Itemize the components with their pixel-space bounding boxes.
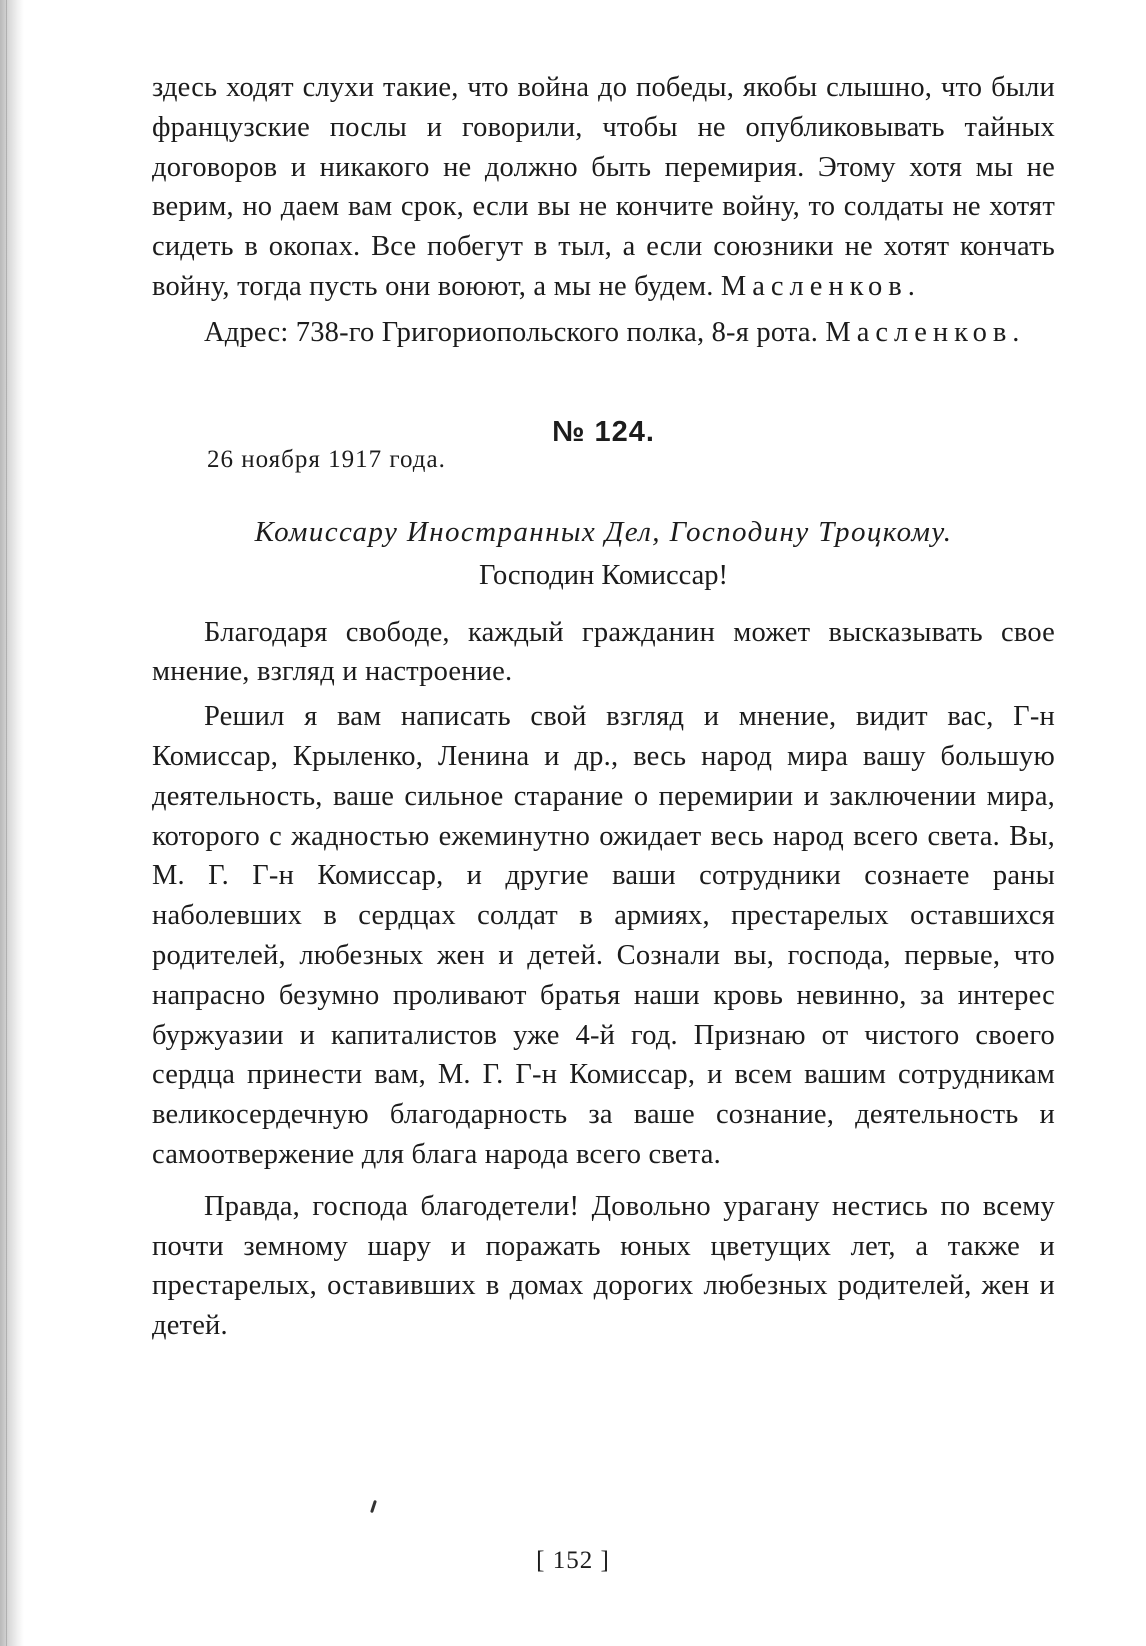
document-date: 26 ноября 1917 года. (207, 445, 446, 473)
sender-address (152, 313, 1055, 353)
page-content (152, 68, 1055, 1346)
document-number: № 124. (552, 415, 655, 448)
previous-letter-signature: Масленков. (720, 270, 921, 302)
sender-address-name: Масленков. (825, 316, 1026, 348)
letter-salutation: Господин Комиссар! (478, 559, 728, 591)
letter-addressee: Комиссару Иностранных Дел, Господину Троцкому. (254, 515, 953, 548)
previous-letter-text: здесь ходят слухи такие, что война до победы, якобы слышно, что были французские послы и говорили, чтобы не опубликовывать тайных договоров и никакого не должно быть перемирия. Этому хотя мы не верим, но даем вам срок, если вы не кончите войну, то солдаты не хотят сидеть в окопах. Все побегут в тыл, а если союзники не хотят кончать войну, тогда пусть они воюют, а мы не будем. (152, 72, 1055, 302)
letter-paragraph-1: Благодаря свободе, каждый гражданин может высказывать свое мнение, взгляд и настроение. (152, 616, 1055, 688)
previous-letter-ending (152, 68, 1055, 307)
page-edge-shadow (0, 0, 24, 1646)
scan-speck (370, 1500, 377, 1513)
letter-paragraph-3: Правда, господа благодетели! Довольно урагану нестись по всему почти земному шару и поражать юных цветущих лет, а также и престарелых, оставивших в домах дорогих любезных родителей, жен и детей. (152, 1190, 1055, 1342)
sender-address-text: Адрес: 738-го Григориопольского полка, 8-я рота. (204, 316, 819, 348)
page-number: [ 152 ] (536, 1547, 610, 1574)
letter-paragraph-2: Решил я вам написать свой взгляд и мнение, видит вас, Г-н Комиссар, Крыленко, Ленина и др., весь народ мира вашу большую деятельность, ваше сильное старание о перемирии и заключении мира, которого с жадностью ежеминутно ожидает весь народ всего света. Вы, М. Г. Г-н Комиссар, и другие ваши сотрудники сознаете раны наболевших в сердцах солдат в армиях, престарелых оставшихся родителей, любезных жен и детей. Сознали вы, господа, первые, что напрасно безумно проливают братья наши кровь невинно, за интерес буржуазии и капиталистов уже 4-й год. Признаю от чистого своего сердца принести вам, М. Г. Г-н Комиссар, и всем вашим сотрудникам великосердечную благодарность за ваше сознание, деятельность и самоотвержение для блага народа всего света. (152, 701, 1055, 1170)
